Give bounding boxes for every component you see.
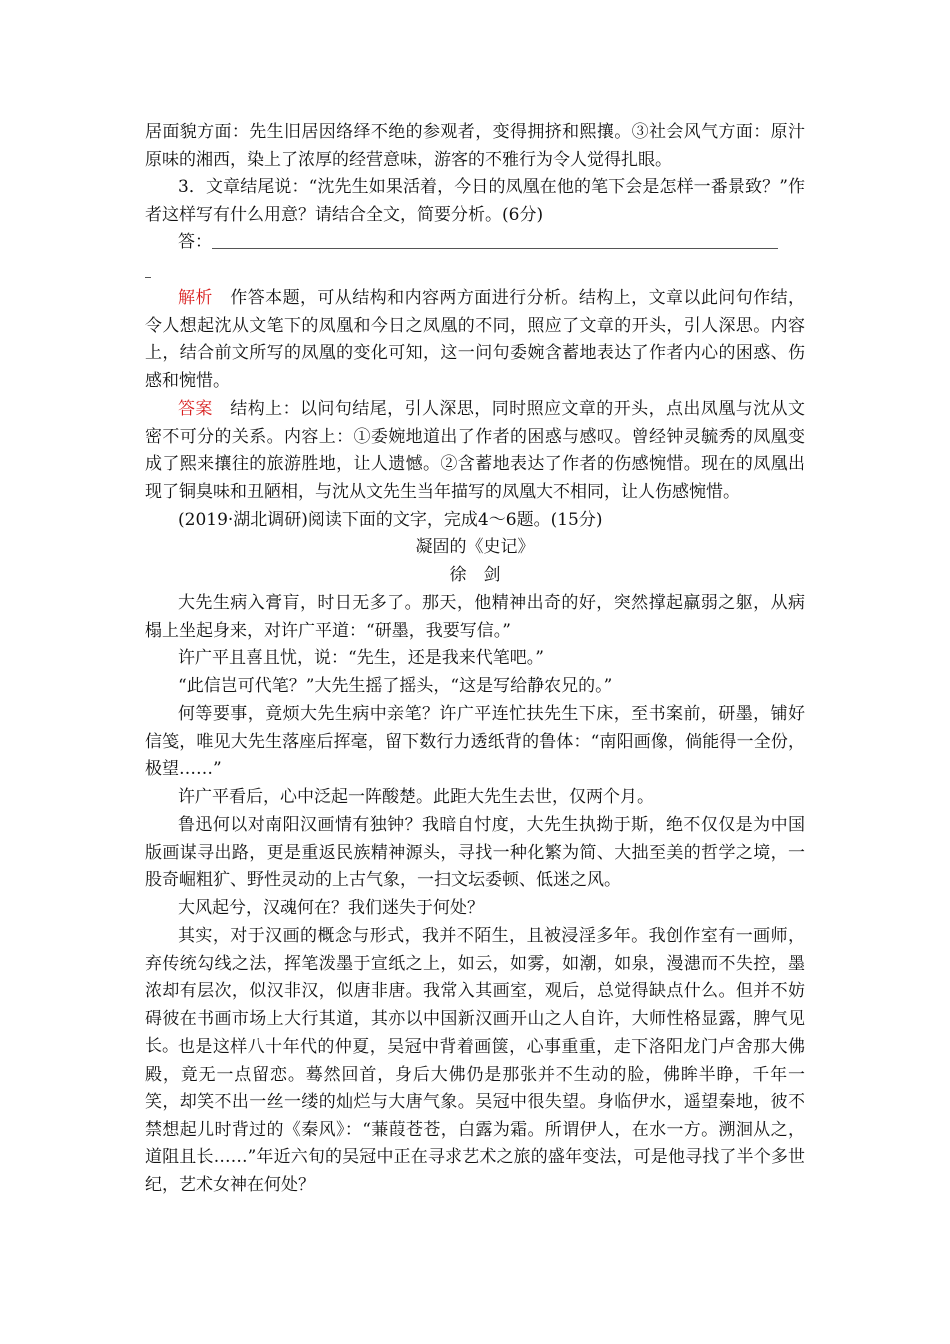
answer-blank-dash (145, 277, 151, 278)
article-paragraph: 许广平看后，心中泛起一阵酸楚。此距大先生去世，仅两个月。 (178, 787, 654, 807)
article-paragraph: “此信岂可代笔？”大先生摇了摇头，“这是写给静农兄的。” (178, 676, 613, 696)
article-paragraph: 大先生病入膏肓，时日无多了。那天，他精神出奇的好，突然撑起羸弱之躯，从病榻上坐起身来，对许广平道：“研墨，我要写信。” (145, 593, 805, 641)
article-author: 徐 剑 (449, 565, 501, 585)
answer-text: 结构上：以问句结尾，引人深思，同时照应文章的开头，点出凤凰与沈从文密不可分的关系。内容上：①委婉地道出了作者的困惑与感叹。曾经钟灵毓秀的凤凰变成了熙来攘往的旅游胜地，让人遗憾。②含蓄地表达了作者的伤感惋惜。现在的凤凰出现了铜臭味和丑陋相，与沈从文先生当年描写的凤凰大不相同，让人伤感惋惜。 (145, 399, 806, 502)
analysis-text: 作答本题，可从结构和内容两方面进行分析。结构上，文章以此问句作结，令人想起沈从文笔下的凤凰和今日之凤凰的不同，照应了文章的开头，引人深思。内容上，结合前文所写的凤凰的变化可知，这一问句委婉含蓄地表达了作者内心的困惑、伤感和惋惜。 (145, 288, 806, 391)
article-paragraph: 何等要事，竟烦大先生病中亲笔？许广平连忙扶先生下床，至书案前，研墨，铺好信笺，唯见大先生落座后挥毫，留下数行力透纸背的鲁体：“南阳画像，倘能得一全份，极望……” (145, 704, 805, 780)
analysis-label: 解析 (178, 288, 213, 308)
article-paragraph: 许广平且喜且忧，说：“先生，还是我来代笔吧。” (178, 648, 544, 668)
article-title: 凝固的《史记》 (415, 537, 535, 557)
analysis-block (145, 285, 805, 395)
article-paragraph: 也是这样八十年代的仲夏，吴冠中背着画箧，心事重重，走下洛阳龙门卢舍那大佛殿，竟无一点留恋。蓦然回首，身后大佛仍是那张并不生动的脸，佛眸半睁，千年一笑，却笑不出一丝一缕的灿烂与大唐气象。吴冠中很失望。身临伊水，遥望秦地，彼不禁想起儿时背过的《秦风》：“蒹葭苍苍，白露为霜。所谓伊人，在水一方。溯洄从之，道阻且长……”年近六旬的吴冠中正在寻求艺术之旅的盛年变法，可是他寻找了半个多世纪，艺术女神在何处？ (145, 1037, 805, 1195)
article-paragraph: 大风起兮，汉魂何在？我们迷失于何处？ (178, 898, 484, 918)
article-paragraph: 其实，对于汉画的概念与形式，我并不陌生，且被浸淫多年。我创作室有一画师，弃传统勾线之法，挥笔泼墨于宣纸之上，如云，如雾，如潮，如泉，漫漶而不失控，墨浓却有层次，似汉非汉，似唐非唐。我常入其画室，观后，总觉得缺点什么。但并不妨碍彼在书画市场上大行其道，其亦以中国新汉画开山之人自许，大师性格显露，脾气见长。 (145, 926, 805, 1057)
answer-label: 答案 (178, 399, 213, 419)
article-paragraph: 鲁迅何以对南阳汉画情有独钟？我暗自忖度，大先生执拗于斯，绝不仅仅是为中国版画谋寻出路，更是重返民族精神源头，寻找一种化繁为简、大拙至美的哲学之境，一股奇崛粗犷、野性灵动的上古气象，一扫文坛委顿、低迷之风。 (145, 815, 805, 891)
question-3: 3．文章结尾说：“沈先生如果活着，今日的凤凰在他的笔下会是怎样一番景致？”作者这样写有什么用意？请结合全文，简要分析。(6分) (145, 177, 805, 225)
answer-prompt: 答： (178, 232, 212, 252)
passage-intro: (2019·湖北调研)阅读下面的文字，完成4～6题。(15分) (178, 510, 603, 530)
answer-blank-line (212, 248, 778, 249)
q2-answer-tail: 居面貌方面：先生旧居因络绎不绝的参观者，变得拥挤和熙攘。③社会风气方面：原汁原味的湘西，染上了浓厚的经营意味，游客的不雅行为令人觉得扎眼。 (145, 122, 805, 170)
answer-block (145, 396, 805, 506)
